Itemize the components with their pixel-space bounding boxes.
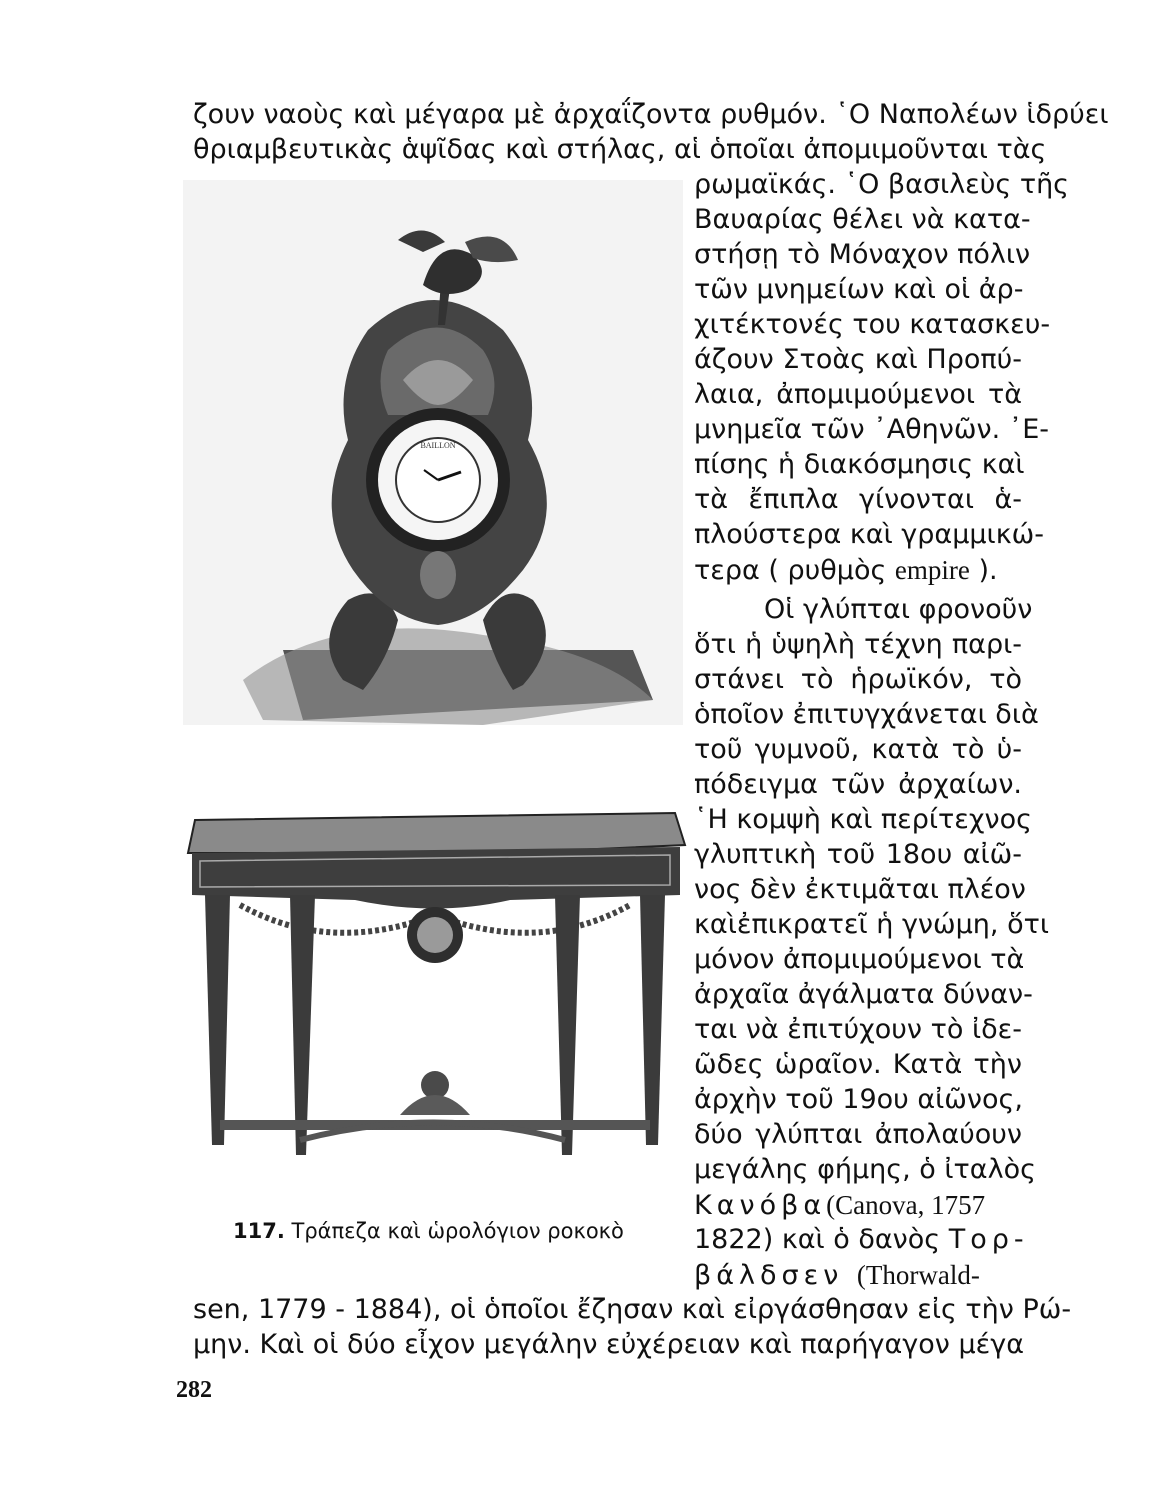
text-line: μην. Καὶ οἱ δύο εἶχον μεγάλην εὐχέρειαν καὶ παρήγαγον μέγα (193, 1329, 1025, 1360)
text-line (694, 1188, 1022, 1223)
name-thorvaldsen-latin: (Thorwald- (856, 1260, 980, 1290)
text-line: ρωμαϊκάς. ῾Ο βασιλεὺς τῆς (694, 169, 1070, 200)
text-line: τῶν μνημείων καὶ οἱ ἀρ- (694, 274, 1024, 305)
text-line: Οἱ γλύπται φρονοῦν (764, 594, 1033, 625)
text-line: δύο γλύπται ἀπολαύουν (694, 1119, 1022, 1150)
name-thorvaldsen-greek: Τορ- (948, 1224, 1029, 1255)
text-line (694, 1258, 1022, 1293)
figure-caption (233, 1217, 624, 1245)
page-number: 282 (176, 1377, 212, 1403)
text-line: λαια, ἀπομιμούμενοι τὰ (694, 379, 1022, 410)
text-line: χιτέκτονές του κατασκευ- (694, 309, 1051, 340)
text-line: ἀρχαῖα ἀγάλματα δύναν- (694, 979, 1033, 1010)
text-line: μόνον ἀπομιμούμενοι τὰ (694, 944, 1025, 975)
text-line: μεγάλης φήμης, ὁ ἰταλὸς (694, 1154, 1036, 1185)
text-line: ται νὰ ἐπιτύχουν τὸ ἰδε- (694, 1014, 1022, 1045)
text-line: τοῦ γυμνοῦ, κατὰ τὸ ὑ- (694, 734, 1022, 765)
text-line: άζουν Στοὰς καὶ Προπύ- (694, 344, 1022, 375)
text-line: ῾Η κομψὴ καὶ περίτεχνος (694, 804, 1032, 835)
text-line: sen, 1779 - 1884), οἱ ὁποῖοι ἔζησαν καὶ εἰργάσθησαν εἰς τὴν Ρώ- (193, 1294, 1072, 1325)
figure-number: 117. (233, 1219, 285, 1243)
text-line: στήσῃ τὸ Μόναχον πόλιν (694, 239, 1031, 270)
text-line: ἀρχὴν τοῦ 19ου αἰῶνος, (694, 1084, 1023, 1115)
text-line: ὁποῖον ἐπιτυγχάνεται διὰ (694, 699, 1039, 730)
rococo-clock-illustration (183, 180, 683, 740)
text-line: θριαμβευτικὰς ἁψῖδας καὶ στήλας, αἱ ὁποῖαι ἀπομιμοῦνται τὰς (193, 134, 1047, 165)
text-line: νος δὲν ἐκτιμᾶται πλέον (694, 874, 1026, 905)
text-line: μνημεῖα τῶν ᾿Αθηνῶν. ᾿Ε- (694, 414, 1050, 445)
text-line: πλούστερα καὶ γραμμικώ- (694, 519, 1044, 550)
text-line: πόδειγμα τῶν ἀρχαίων. (694, 769, 1022, 800)
name-thorvaldsen-greek-end: βάλδσεν (694, 1260, 857, 1291)
rococo-table-illustration (180, 795, 690, 1185)
text-span: 1822) καὶ ὁ δανὸς (694, 1224, 949, 1255)
text-line (694, 553, 1022, 588)
clock-face-inscription: BAILLON (420, 441, 456, 450)
text-span-empire: empire (894, 555, 970, 585)
text-line: γλυπτικὴ τοῦ 18ου αἰῶ- (694, 839, 1022, 870)
text-line: ζουν ναοὺς καὶ μέγαρα μὲ ἀρχαΐζοντα ρυθμόν. ῾Ο Ναπολέων ἱδρύει (193, 99, 1109, 130)
name-canova-latin: (Canova, 1757 (826, 1190, 986, 1220)
text-span: ). (969, 555, 998, 586)
text-line: καὶἐπικρατεῖ ἡ γνώμη, ὅτι (694, 909, 1049, 940)
text-line: ὅτι ἡ ὑψηλὴ τέχνη παρι- (694, 629, 1022, 660)
text-line (694, 1223, 1029, 1257)
text-line: τὰ ἔπιπλα γίνονται ἁ- (694, 484, 1022, 515)
name-canova-greek: Κανόβα (694, 1190, 827, 1221)
figure-caption-text: Τράπεζα καὶ ὡρολόγιον ροκοκὸ (291, 1219, 624, 1243)
text-line: πίσης ἡ διακόσμησις καὶ (694, 449, 1025, 480)
text-span: τερα ( ρυθμὸς (694, 555, 895, 586)
text-line: Βαυαρίας θέλει νὰ κατα- (694, 204, 1031, 235)
text-line: στάνει τὸ ἡρωϊκόν, τὸ (694, 664, 1022, 695)
text-line: ῶδες ὡραῖον. Κατὰ τὴν (694, 1049, 1022, 1080)
